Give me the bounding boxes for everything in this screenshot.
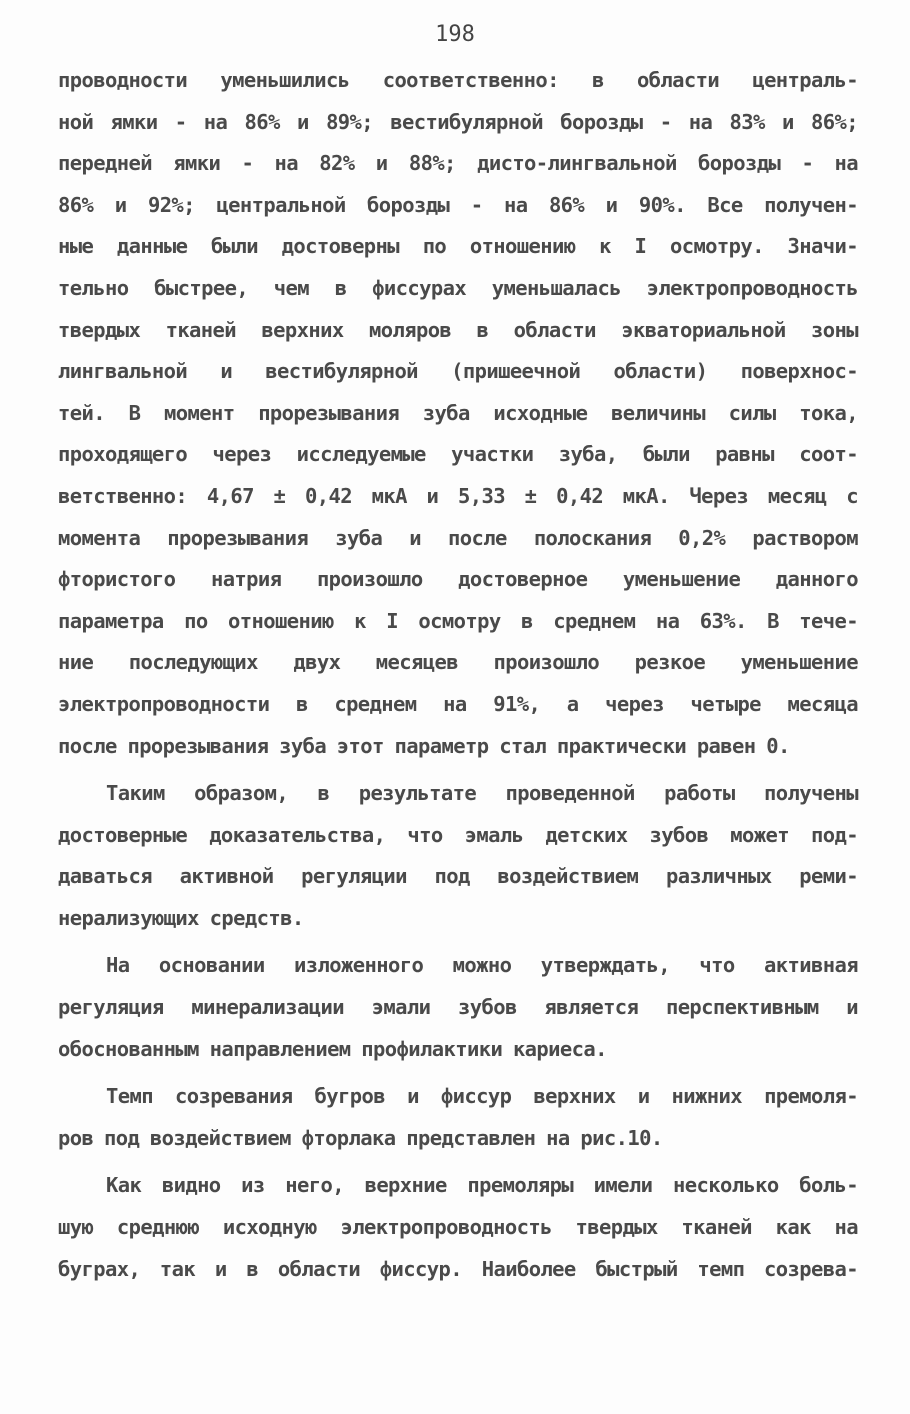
text-line: регуляция минерализации эмали зубов является перспективным и <box>58 995 858 1020</box>
text-line: проводности уменьшились соответственно: в области централь- <box>58 68 858 92</box>
paragraph-start-line: Темп созревания бугров и фиссур верхних и нижних премоля- <box>106 1084 858 1109</box>
text-line: буграх, так и в области фиссур. Наиболее быстрый темп созрева- <box>58 1256 858 1281</box>
text-line: тей. В момент прорезывания зуба исходные величины силы тока, <box>58 400 858 425</box>
text-line: фтористого натрия произошло достоверное уменьшение данного <box>58 567 858 592</box>
text-line: параметра по отношению к I осмотру в среднем на 63%. В тече- <box>58 608 858 633</box>
text-line: тельно быстрее, чем в фиссурах уменьшалась электропроводность <box>58 275 858 300</box>
text-line: твердых тканей верхних моляров в области экваториальной зоны <box>58 317 858 342</box>
text-line: ные данные были достоверны по отношению к I осмотру. Значи- <box>58 234 858 259</box>
text-line: 86% и 92%; центральной борозды - на 86% и 90%. Все получен- <box>58 192 858 217</box>
text-line: электропроводности в среднем на 91%, а через четыре месяца <box>58 691 858 716</box>
text-line: проходящего через исследуемые участки зуба, были равны соот- <box>58 442 858 467</box>
text-line: ной ямки - на 86% и 89%; вестибулярной борозды - на 83% и 86%; <box>58 109 858 134</box>
text-line: ров под воздействием фторлака представлен на рис.10. <box>58 1125 663 1150</box>
body-text <box>58 60 858 1290</box>
text-line: нерализующих средств. <box>58 905 304 930</box>
page-number: 198 <box>435 22 475 47</box>
text-line: после прорезывания зуба этот параметр стал практически равен 0. <box>58 733 790 758</box>
text-line: даваться активной регуляции под воздействием различных реми- <box>58 864 858 889</box>
text-line: ние последующих двух месяцев произошло резкое уменьшение <box>58 650 858 675</box>
paragraph-start-line: Как видно из него, верхние премоляры имели несколько боль- <box>106 1173 858 1198</box>
text-line: лингвальной и вестибулярной (пришеечной области) поверхнос- <box>58 359 858 384</box>
text-line: ветственно: 4,67 ± 0,42 мкА и 5,33 ± 0,42 мкА. Через месяц с <box>58 483 858 508</box>
text-line: момента прорезывания зуба и после полоскания 0,2% раствором <box>58 525 858 550</box>
paragraph-start-line: На основании изложенного можно утверждать, что активная <box>106 953 858 978</box>
text-line: достоверные доказательства, что эмаль детских зубов может под- <box>58 822 858 847</box>
text-line: обоснованным направлением профилактики кариеса. <box>58 1036 607 1061</box>
text-line: передней ямки - на 82% и 88%; дисто-лингвальной борозды - на <box>58 151 858 176</box>
text-line: шую среднюю исходную электропроводность твердых тканей как на <box>58 1215 858 1240</box>
paragraph-start-line: Таким образом, в результате проведенной работы получены <box>106 781 858 806</box>
